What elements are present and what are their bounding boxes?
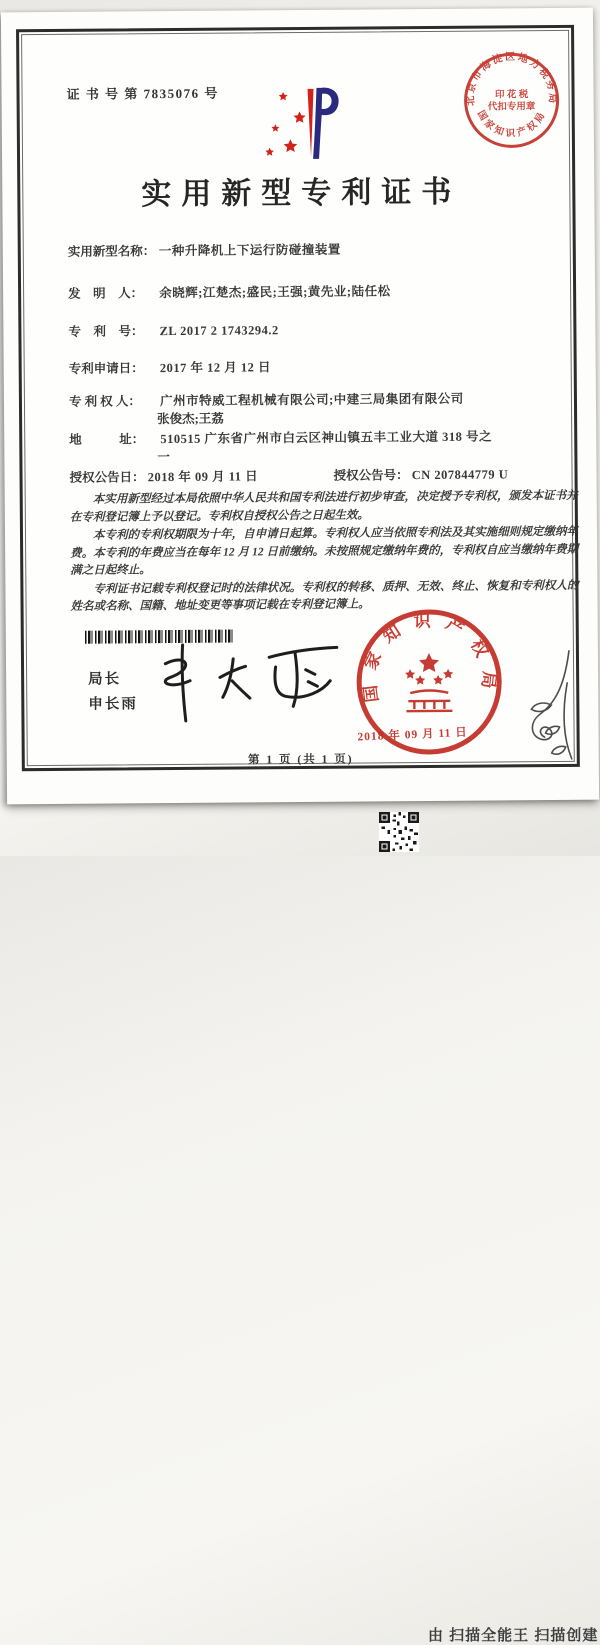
field-row-name [68,240,341,260]
field-label: 实用新型名称： [67,244,156,259]
tax-stamp-top-text: 北京市海淀区地方税务局 [465,51,558,107]
field-value: CN 207844779 U [411,467,509,483]
national-emblem [405,653,453,685]
field-value: 510515 广东省广州市白云区神山镇五丰工业大道 318 号之 [160,429,493,447]
legal-paragraph: 专利证书记载专利权登记时的法律状况。专利权的转移、质押、无效、终止、恢复和专利权人的姓名或名称、国籍、地址变更等事项记载在专利登记簿上。 [70,579,579,613]
legal-paragraph: 本实用新型经过本局依照中华人民共和国专利法进行初步审查，决定授予专利权，颁发本证书并在专利登记簿上予以登记。专利权自授权公告之日起生效。 [69,489,578,524]
field-value-continuation: 一 [157,450,170,465]
field-row-patentee [69,389,464,410]
logo-letter-p [313,88,340,159]
legal-text-block [70,488,579,617]
sipo-logo [241,85,342,166]
field-label: 地 址： [69,432,145,447]
certificate-title: 实用新型专利证书 [141,175,462,212]
field-value: 一种升降机上下运行防碰撞装置 [158,242,341,259]
field-label: 专 利 权 人： [68,394,141,409]
field-value: 2017 年 12 月 12 日 [159,360,272,376]
director-title: 局长 [88,671,122,688]
seal-ring-text: 国家知识产权局 [359,611,499,704]
field-label: 发 明 人： [68,286,144,301]
corner-flourish-ornament [507,649,574,762]
tax-stamp-seal [459,48,564,153]
emblem-gate [406,690,452,711]
tax-stamp-center-line1: 印 花 税 [494,90,529,101]
certificate-frame [16,25,580,771]
field-value: 余晓辉;江楚杰;盛民;王强;黄先业;陆任松 [159,284,391,301]
field-value-continuation: 张俊杰;王荔 [157,411,224,427]
field-label: 授权公告号： [333,468,409,483]
certificate-page [1,8,599,805]
legal-paragraph: 本专利的专利权期限为十年，自申请日起算。专利权人应当依照专利法及其实施细则规定缴纳年费。本专利的年费应当在每年 12 月 12 日前缴纳。未按照规定缴纳年费的，专利权自应当缴纳年费期满之日起终止。 [70,525,579,577]
field-row-patent-number [68,320,279,340]
field-value: 广州市特威工程机械有限公司;中建三局集团有限公司 [160,391,464,409]
director-name: 申长雨 [88,696,138,713]
director-signature [142,636,358,733]
field-row-address [69,426,492,447]
field-row-inventors [68,281,391,302]
field-row-filing-date [69,357,271,377]
qr-code [379,812,419,852]
tax-stamp-bottom-text: 国家知识产权局 [474,108,549,140]
tax-stamp-center-line2: 代扣专用章 [487,102,536,113]
svg-text:国家知识产权局 [475,108,549,140]
field-value: 2018 年 09 月 11 日 [147,469,259,485]
field-label: 授权公告日： [69,470,145,485]
field-value: ZL 2017 2 1743294.2 [159,323,279,339]
field-row-grant [69,466,509,485]
certificate-number: 证 书 号 第 7835076 号 [66,85,219,102]
scanner-attribution-text: 由 扫描全能王 扫描创建 [428,1627,599,1644]
page-number-footer: 第 1 页 (共 1 页) [247,753,354,767]
field-label: 专 利 号： [68,324,144,339]
field-label: 专利申请日： [68,361,144,376]
scan-background-strip [0,802,600,1644]
seal-date: 2018 年 09 月 11 日 [357,726,468,744]
